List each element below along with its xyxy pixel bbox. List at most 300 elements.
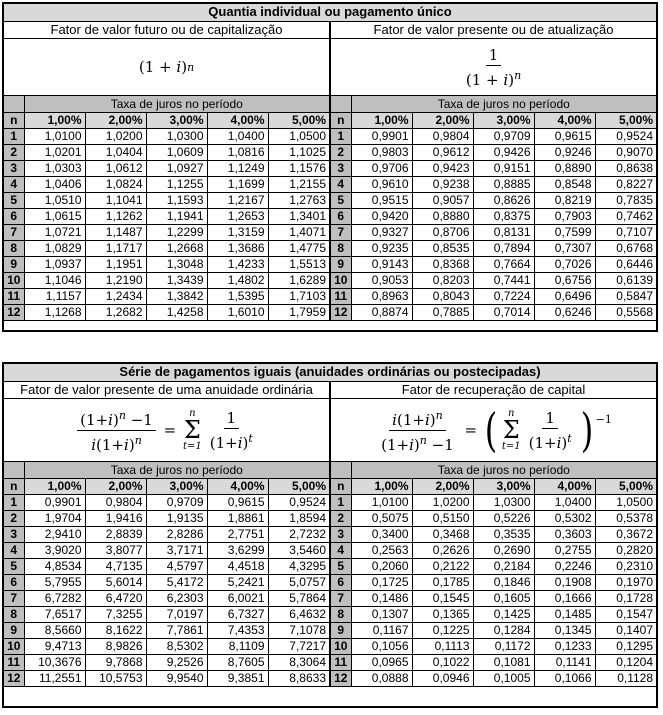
factor-value: 1,0816 — [207, 144, 268, 160]
factor-value: 0,2755 — [534, 542, 595, 558]
rate-header: 5,00% — [268, 478, 329, 494]
table-row — [4, 160, 329, 176]
factor-value: 0,7894 — [473, 240, 534, 256]
factor-value: 0,5847 — [595, 288, 656, 304]
factor-value: 1,1487 — [85, 224, 146, 240]
period-number: 12 — [331, 670, 351, 686]
period-number: 9 — [331, 256, 351, 272]
factor-value: 5,7864 — [268, 590, 329, 606]
annuity-pv-title: Fator de valor presente de uma anuidade ordinária — [4, 382, 329, 399]
period-number: 11 — [331, 288, 351, 304]
factor-value: 0,9070 — [595, 144, 656, 160]
factor-value: 0,1846 — [473, 574, 534, 590]
factor-value: 8,5660 — [24, 622, 85, 638]
period-number: 2 — [331, 144, 351, 160]
factor-value: 0,8043 — [412, 288, 473, 304]
capital-recovery-table — [331, 462, 656, 687]
factor-value: 1,6010 — [207, 304, 268, 320]
factor-value: 7,3255 — [85, 606, 146, 622]
rate-header: 2,00% — [85, 478, 146, 494]
factor-value: 1,5513 — [268, 256, 329, 272]
table-row — [331, 670, 656, 686]
period-number: 10 — [4, 638, 24, 654]
factor-value: 0,7107 — [595, 224, 656, 240]
factor-value: 1,1255 — [146, 176, 207, 192]
factor-value: 5,6014 — [85, 574, 146, 590]
table-row — [331, 510, 656, 526]
period-number: 12 — [331, 304, 351, 320]
table-row — [331, 288, 656, 304]
factor-value: 0,7441 — [473, 272, 534, 288]
factor-value: 1,0400 — [207, 128, 268, 144]
factor-value: 0,2310 — [595, 558, 656, 574]
period-number: 12 — [4, 670, 24, 686]
factor-value: 1,0100 — [351, 494, 412, 510]
factor-value: 0,9235 — [351, 240, 412, 256]
factor-value: 1,1046 — [24, 272, 85, 288]
factor-value: 0,9803 — [351, 144, 412, 160]
factor-value: 0,9515 — [351, 192, 412, 208]
factor-value: 1,3048 — [146, 256, 207, 272]
table-row — [331, 192, 656, 208]
factor-value: 1,3401 — [268, 208, 329, 224]
table-row — [4, 208, 329, 224]
factor-value: 1,0721 — [24, 224, 85, 240]
period-number: 8 — [331, 240, 351, 256]
table-row — [4, 224, 329, 240]
period-number: 10 — [4, 272, 24, 288]
period-number: 7 — [331, 590, 351, 606]
factor-value: 0,1113 — [412, 638, 473, 654]
table-row — [4, 574, 329, 590]
factor-value: 0,9804 — [85, 494, 146, 510]
factor-value: 1,1593 — [146, 192, 207, 208]
factor-value: 0,1284 — [473, 622, 534, 638]
n-header: n — [4, 112, 24, 128]
factor-value: 0,1425 — [473, 606, 534, 622]
table-row — [4, 654, 329, 670]
factor-value: 0,6446 — [595, 256, 656, 272]
factor-value: 0,9612 — [412, 144, 473, 160]
annuity-pv-table — [4, 462, 329, 687]
factor-value: 0,6768 — [595, 240, 656, 256]
table-row — [4, 176, 329, 192]
factor-value: 1,9416 — [85, 510, 146, 526]
table-row — [331, 606, 656, 622]
factor-value: 0,8638 — [595, 160, 656, 176]
table-row — [331, 622, 656, 638]
factor-value: 0,9238 — [412, 176, 473, 192]
table-row — [331, 160, 656, 176]
factor-value: 0,1785 — [412, 574, 473, 590]
factor-value: 0,1066 — [534, 670, 595, 686]
factor-value: 1,5395 — [207, 288, 268, 304]
factor-value: 10,3676 — [24, 654, 85, 670]
factor-value: 0,8874 — [351, 304, 412, 320]
factor-value: 1,0510 — [24, 192, 85, 208]
table-row — [4, 622, 329, 638]
factor-value: 3,5460 — [268, 542, 329, 558]
future-value-title: Fator de valor futuro ou de capitalização — [4, 22, 329, 39]
factor-value: 3,8077 — [85, 542, 146, 558]
rate-header: 2,00% — [412, 112, 473, 128]
factor-value: 1,0609 — [146, 144, 207, 160]
factor-value: 0,1307 — [351, 606, 412, 622]
factor-value: 0,1005 — [473, 670, 534, 686]
factor-value: 1,0303 — [24, 160, 85, 176]
section-title: Série de pagamentos iguais (anuidades ordinárias ou postecipadas) — [4, 364, 656, 382]
future-value-formula: ( 1 + i ) n — [4, 39, 329, 96]
period-number: 4 — [4, 176, 24, 192]
period-number: 3 — [331, 526, 351, 542]
factor-value: 1,2299 — [146, 224, 207, 240]
factor-value: 0,6496 — [534, 288, 595, 304]
factor-value: 1,2763 — [268, 192, 329, 208]
factor-value: 11,2551 — [24, 670, 85, 686]
rate-header: 2,00% — [412, 478, 473, 494]
factor-value: 1,7959 — [268, 304, 329, 320]
n-header: n — [331, 478, 351, 494]
period-number: 8 — [4, 240, 24, 256]
capital-recovery-panel — [331, 382, 656, 687]
period-number: 1 — [4, 494, 24, 510]
factor-value: 2,9410 — [24, 526, 85, 542]
period-number: 2 — [4, 510, 24, 526]
factor-value: 0,8131 — [473, 224, 534, 240]
factor-value: 7,7217 — [268, 638, 329, 654]
factor-value: 1,0400 — [534, 494, 595, 510]
factor-value: 1,0200 — [412, 494, 473, 510]
factor-value: 0,1547 — [595, 606, 656, 622]
factor-value: 0,6756 — [534, 272, 595, 288]
factor-value: 1,0937 — [24, 256, 85, 272]
factor-value: 0,9709 — [146, 494, 207, 510]
factor-value: 5,0757 — [268, 574, 329, 590]
table-row — [331, 240, 656, 256]
factor-value: 1,9704 — [24, 510, 85, 526]
factor-value: 1,1025 — [268, 144, 329, 160]
factor-value: 2,8839 — [85, 526, 146, 542]
table-row — [4, 272, 329, 288]
factor-value: 0,1233 — [534, 638, 595, 654]
factor-value: 0,0946 — [412, 670, 473, 686]
factor-value: 9,9540 — [146, 670, 207, 686]
factor-value: 0,7014 — [473, 304, 534, 320]
table-row — [331, 272, 656, 288]
table-row — [331, 208, 656, 224]
factor-value: 0,1407 — [595, 622, 656, 638]
factor-value: 1,4233 — [207, 256, 268, 272]
factor-value: 4,5797 — [146, 558, 207, 574]
period-number: 3 — [4, 526, 24, 542]
factor-value: 0,2690 — [473, 542, 534, 558]
factor-value: 0,3603 — [534, 526, 595, 542]
table-row — [4, 526, 329, 542]
factor-value: 0,1141 — [534, 654, 595, 670]
factor-value: 0,9615 — [534, 128, 595, 144]
rate-header: 2,00% — [85, 112, 146, 128]
rate-header: 4,00% — [207, 112, 268, 128]
table-row — [4, 304, 329, 320]
factor-value: 0,1486 — [351, 590, 412, 606]
table-row — [331, 638, 656, 654]
factor-value: 1,0829 — [24, 240, 85, 256]
factor-value: 1,0300 — [473, 494, 534, 510]
rate-header: 3,00% — [146, 112, 207, 128]
factor-value: 0,8706 — [412, 224, 473, 240]
period-number: 6 — [4, 208, 24, 224]
factor-value: 3,9020 — [24, 542, 85, 558]
table-row — [331, 128, 656, 144]
factor-value: 0,1056 — [351, 638, 412, 654]
capital-recovery-formula: $\frac{i(1+i)^n}{(1+i)^n -1}$ = ( n Σ t=1 $\frac{1}{(1+i)^t}$ ) $^{-1}$ — [331, 399, 656, 462]
factor-value: 0,9246 — [534, 144, 595, 160]
factor-value: 0,2820 — [595, 542, 656, 558]
factor-value: 0,5150 — [412, 510, 473, 526]
period-number: 7 — [4, 224, 24, 240]
period-number: 10 — [331, 638, 351, 654]
factor-value: 0,2626 — [412, 542, 473, 558]
period-number: 1 — [4, 128, 24, 144]
factor-value: 0,9901 — [24, 494, 85, 510]
period-number: 11 — [4, 654, 24, 670]
factor-value: 2,7751 — [207, 526, 268, 542]
factor-value: 0,1081 — [473, 654, 534, 670]
future-value-table — [4, 96, 329, 321]
table-row — [331, 654, 656, 670]
factor-value: 0,2184 — [473, 558, 534, 574]
period-number: 9 — [331, 622, 351, 638]
factor-value: 0,6246 — [534, 304, 595, 320]
factor-value: 0,8548 — [534, 176, 595, 192]
factor-value: 0,1204 — [595, 654, 656, 670]
n-header-blank — [4, 96, 24, 112]
rate-header: 4,00% — [207, 478, 268, 494]
factor-value: 1,4775 — [268, 240, 329, 256]
period-number: 4 — [4, 542, 24, 558]
factor-value: 0,9610 — [351, 176, 412, 192]
factor-value: 0,2563 — [351, 542, 412, 558]
factor-value: 5,4172 — [146, 574, 207, 590]
factor-value: 1,0404 — [85, 144, 146, 160]
factor-value: 0,5568 — [595, 304, 656, 320]
rate-header: 4,00% — [534, 112, 595, 128]
n-header-blank — [331, 462, 351, 478]
factor-value: 0,7835 — [595, 192, 656, 208]
factor-value: 0,5075 — [351, 510, 412, 526]
factor-value: 6,7327 — [207, 606, 268, 622]
factor-value: 6,7282 — [24, 590, 85, 606]
rate-header: 3,00% — [473, 478, 534, 494]
period-number: 2 — [4, 144, 24, 160]
section-title: Quantia individual ou pagamento único — [4, 4, 656, 22]
factor-value: 8,9826 — [85, 638, 146, 654]
table-row — [331, 558, 656, 574]
factor-value: 6,4720 — [85, 590, 146, 606]
factor-value: 0,9524 — [268, 494, 329, 510]
factor-value: 1,0927 — [146, 160, 207, 176]
table-row — [331, 574, 656, 590]
factor-value: 0,3400 — [351, 526, 412, 542]
factor-value: 1,1262 — [85, 208, 146, 224]
factor-value: 0,7903 — [534, 208, 595, 224]
period-number: 8 — [331, 606, 351, 622]
table-row — [4, 288, 329, 304]
factor-value: 1,4258 — [146, 304, 207, 320]
factor-value: 4,7135 — [85, 558, 146, 574]
factor-value: 0,1022 — [412, 654, 473, 670]
factor-value: 0,9420 — [351, 208, 412, 224]
table-row — [4, 144, 329, 160]
table-row — [4, 606, 329, 622]
factor-value: 0,1225 — [412, 622, 473, 638]
factor-value: 6,4632 — [268, 606, 329, 622]
capital-recovery-title: Fator de recuperação de capital — [331, 382, 656, 399]
table-row — [4, 558, 329, 574]
factor-value: 1,3159 — [207, 224, 268, 240]
factor-value: 0,9057 — [412, 192, 473, 208]
factor-value: 8,1109 — [207, 638, 268, 654]
factor-value: 0,8368 — [412, 256, 473, 272]
factor-value: 0,7599 — [534, 224, 595, 240]
table-row — [331, 144, 656, 160]
factor-value: 0,9706 — [351, 160, 412, 176]
factor-value: 2,8286 — [146, 526, 207, 542]
factor-value: 2,7232 — [268, 526, 329, 542]
factor-value: 9,7868 — [85, 654, 146, 670]
factor-value: 0,0965 — [351, 654, 412, 670]
factor-value: 0,8375 — [473, 208, 534, 224]
period-number: 5 — [4, 558, 24, 574]
factor-value: 1,7103 — [268, 288, 329, 304]
factor-value: 8,1622 — [85, 622, 146, 638]
period-number: 3 — [331, 160, 351, 176]
period-number: 7 — [4, 590, 24, 606]
period-number: 6 — [4, 574, 24, 590]
factor-value: 0,9143 — [351, 256, 412, 272]
annuity-section — [2, 362, 658, 708]
factor-value: 0,9327 — [351, 224, 412, 240]
factor-value: 3,6299 — [207, 542, 268, 558]
factor-value: 0,8203 — [412, 272, 473, 288]
period-number: 6 — [331, 574, 351, 590]
factor-value: 0,7307 — [534, 240, 595, 256]
factor-value: 5,7955 — [24, 574, 85, 590]
factor-value: 1,1699 — [207, 176, 268, 192]
period-number: 10 — [331, 272, 351, 288]
factor-value: 0,1605 — [473, 590, 534, 606]
factor-value: 0,1167 — [351, 622, 412, 638]
factor-value: 0,9426 — [473, 144, 534, 160]
annuity-pv-panel — [4, 382, 331, 687]
factor-value: 0,1666 — [534, 590, 595, 606]
factor-value: 1,6289 — [268, 272, 329, 288]
factor-value: 0,1295 — [595, 638, 656, 654]
factor-value: 1,0300 — [146, 128, 207, 144]
factor-value: 0,9053 — [351, 272, 412, 288]
factor-value: 5,2421 — [207, 574, 268, 590]
factor-value: 1,1941 — [146, 208, 207, 224]
period-number: 11 — [331, 654, 351, 670]
factor-value: 0,7664 — [473, 256, 534, 272]
factor-value: 6,0021 — [207, 590, 268, 606]
factor-value: 1,1157 — [24, 288, 85, 304]
factor-value: 1,2167 — [207, 192, 268, 208]
rate-header: 3,00% — [146, 478, 207, 494]
factor-value: 0,3468 — [412, 526, 473, 542]
factor-value: 0,2122 — [412, 558, 473, 574]
table-row — [331, 526, 656, 542]
factor-value: 1,2155 — [268, 176, 329, 192]
table-row — [4, 192, 329, 208]
factor-value: 0,8626 — [473, 192, 534, 208]
factor-value: 0,3672 — [595, 526, 656, 542]
n-header-blank — [331, 96, 351, 112]
factor-value: 9,3851 — [207, 670, 268, 686]
factor-value: 0,8227 — [595, 176, 656, 192]
present-value-table — [331, 96, 656, 321]
factor-value: 0,5226 — [473, 510, 534, 526]
present-value-formula: $\frac{1}{(1 + i)^n}$ — [331, 39, 656, 96]
period-number: 12 — [4, 304, 24, 320]
factor-value: 0,8219 — [534, 192, 595, 208]
period-number: 5 — [331, 192, 351, 208]
n-header-blank — [4, 462, 24, 478]
factor-value: 0,9615 — [207, 494, 268, 510]
factor-value: 0,9151 — [473, 160, 534, 176]
factor-value: 1,2653 — [207, 208, 268, 224]
table-row — [331, 590, 656, 606]
factor-value: 0,0888 — [351, 670, 412, 686]
factor-value: 0,1172 — [473, 638, 534, 654]
factor-value: 1,0201 — [24, 144, 85, 160]
factor-value: 1,0615 — [24, 208, 85, 224]
factor-value: 7,0197 — [146, 606, 207, 622]
factor-value: 1,0500 — [595, 494, 656, 510]
rate-header: 1,00% — [351, 478, 412, 494]
n-header: n — [331, 112, 351, 128]
factor-value: 1,9135 — [146, 510, 207, 526]
rate-label: Taxa de juros no período — [351, 96, 656, 112]
factor-value: 0,1365 — [412, 606, 473, 622]
factor-value: 4,3295 — [268, 558, 329, 574]
table-row — [4, 590, 329, 606]
factor-value: 0,1725 — [351, 574, 412, 590]
factor-value: 0,1908 — [534, 574, 595, 590]
factor-value: 1,0824 — [85, 176, 146, 192]
factor-value: 1,0612 — [85, 160, 146, 176]
factor-value: 1,3686 — [207, 240, 268, 256]
factor-value: 6,2303 — [146, 590, 207, 606]
factor-value: 0,8880 — [412, 208, 473, 224]
factor-value: 1,1249 — [207, 160, 268, 176]
table-row — [4, 240, 329, 256]
factor-value: 1,4802 — [207, 272, 268, 288]
factor-value: 10,5753 — [85, 670, 146, 686]
table-row — [331, 304, 656, 320]
factor-value: 0,9524 — [595, 128, 656, 144]
rate-header: 3,00% — [473, 112, 534, 128]
factor-value: 3,7171 — [146, 542, 207, 558]
factor-value: 0,7885 — [412, 304, 473, 320]
table-row — [331, 494, 656, 510]
single-payment-section — [2, 2, 658, 332]
factor-value: 0,6139 — [595, 272, 656, 288]
rate-header: 5,00% — [268, 112, 329, 128]
factor-value: 0,5378 — [595, 510, 656, 526]
factor-value: 0,1970 — [595, 574, 656, 590]
factor-value: 1,1951 — [85, 256, 146, 272]
